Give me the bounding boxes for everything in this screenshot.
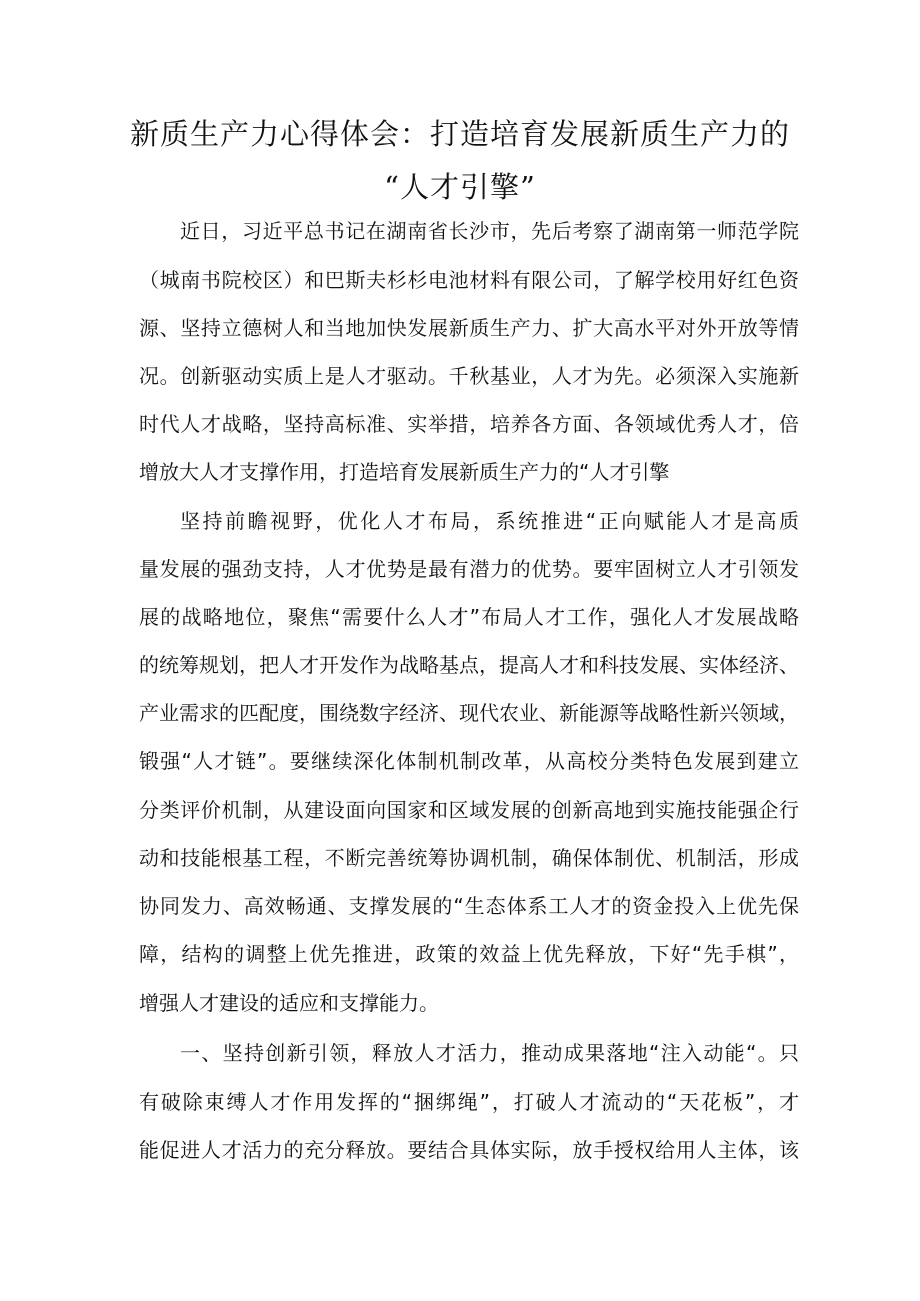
paragraph-2-line-6: 锻强“人才链”。要继续深化体制机制改革，从高校分类特色发展到建立 — [139, 749, 799, 773]
paragraph-3-line-3: 能促进人才活力的充分释放。要结合具体实际，放手授权给用人主体，该 — [139, 1138, 799, 1162]
paragraph-1-line-2: （城南书院校区）和巴斯夫杉杉电池材料有限公司，了解学校用好红色资 — [139, 268, 799, 292]
paragraph-2-line-9: 协同发力、高效畅通、支撑发展的“生态体系工人才的资金投入上优先保 — [139, 894, 799, 918]
paragraph-2-line-1: 坚持前瞻视野，优化人才布局，系统推进“正向赋能人才是高质 — [180, 509, 799, 533]
paragraph-2-line-2: 量发展的强劲支持，人才优势是最有潜力的优势。要牢固树立人才引领发 — [139, 557, 799, 581]
paragraph-2-line-8: 动和技能根基工程，不断完善统筹协调机制，确保体制优、机制活，形成 — [139, 846, 799, 870]
paragraph-2-line-7: 分类评价机制，从建设面向国家和区域发展的创新高地到实施技能强企行 — [139, 798, 799, 822]
paragraph-3-line-2: 有破除束缚人才作用发挥的“捆绑绳”，打破人才流动的“天花板”，才 — [139, 1090, 799, 1114]
paragraph-1-line-4: 况。创新驱动实质上是人才驱动。千秋基业，人才为先。必须深入实施新 — [139, 364, 799, 388]
paragraph-2-line-5: 产业需求的匹配度，围绕数字经济、现代农业、新能源等战略性新兴领域， — [139, 701, 799, 725]
paragraph-1-line-6: 增放大人才支撑作用，打造培育发展新质生产力的“人才引擎 — [139, 460, 670, 484]
paragraph-2-line-4: 的统筹规划，把人才开发作为战略基点，提高人才和科技发展、实体经济、 — [139, 653, 799, 677]
paragraph-1-line-3: 源、坚持立德树人和当地加快发展新质生产力、扩大高水平对外开放等情 — [139, 316, 799, 340]
paragraph-1-line-1: 近日，习近平总书记在湖南省长沙市，先后考察了湖南第一师范学院 — [180, 219, 799, 243]
paragraph-3-line-1: 一、坚持创新引领，释放人才活力，推动成果落地“注入动能“。只 — [180, 1041, 799, 1065]
paragraph-2-line-3: 展的战略地位，聚焦“需要什么人才”布局人才工作，强化人才发展战略 — [139, 605, 799, 629]
paragraph-2-line-10: 障，结构的调整上优先推进，政策的效益上优先释放，下好“先手棋”， — [139, 942, 799, 966]
document-title-line-1: 新质生产力心得体会：打造培育发展新质生产力的 — [129, 117, 790, 151]
paragraph-2-line-11: 增强人才建设的适应和支撑能力。 — [139, 991, 439, 1015]
paragraph-1-line-5: 时代人才战略，坚持高标准、实举措，培养各方面、各领域优秀人才，倍 — [139, 412, 799, 436]
document-title-line-2: “人才引擎” — [384, 170, 536, 204]
